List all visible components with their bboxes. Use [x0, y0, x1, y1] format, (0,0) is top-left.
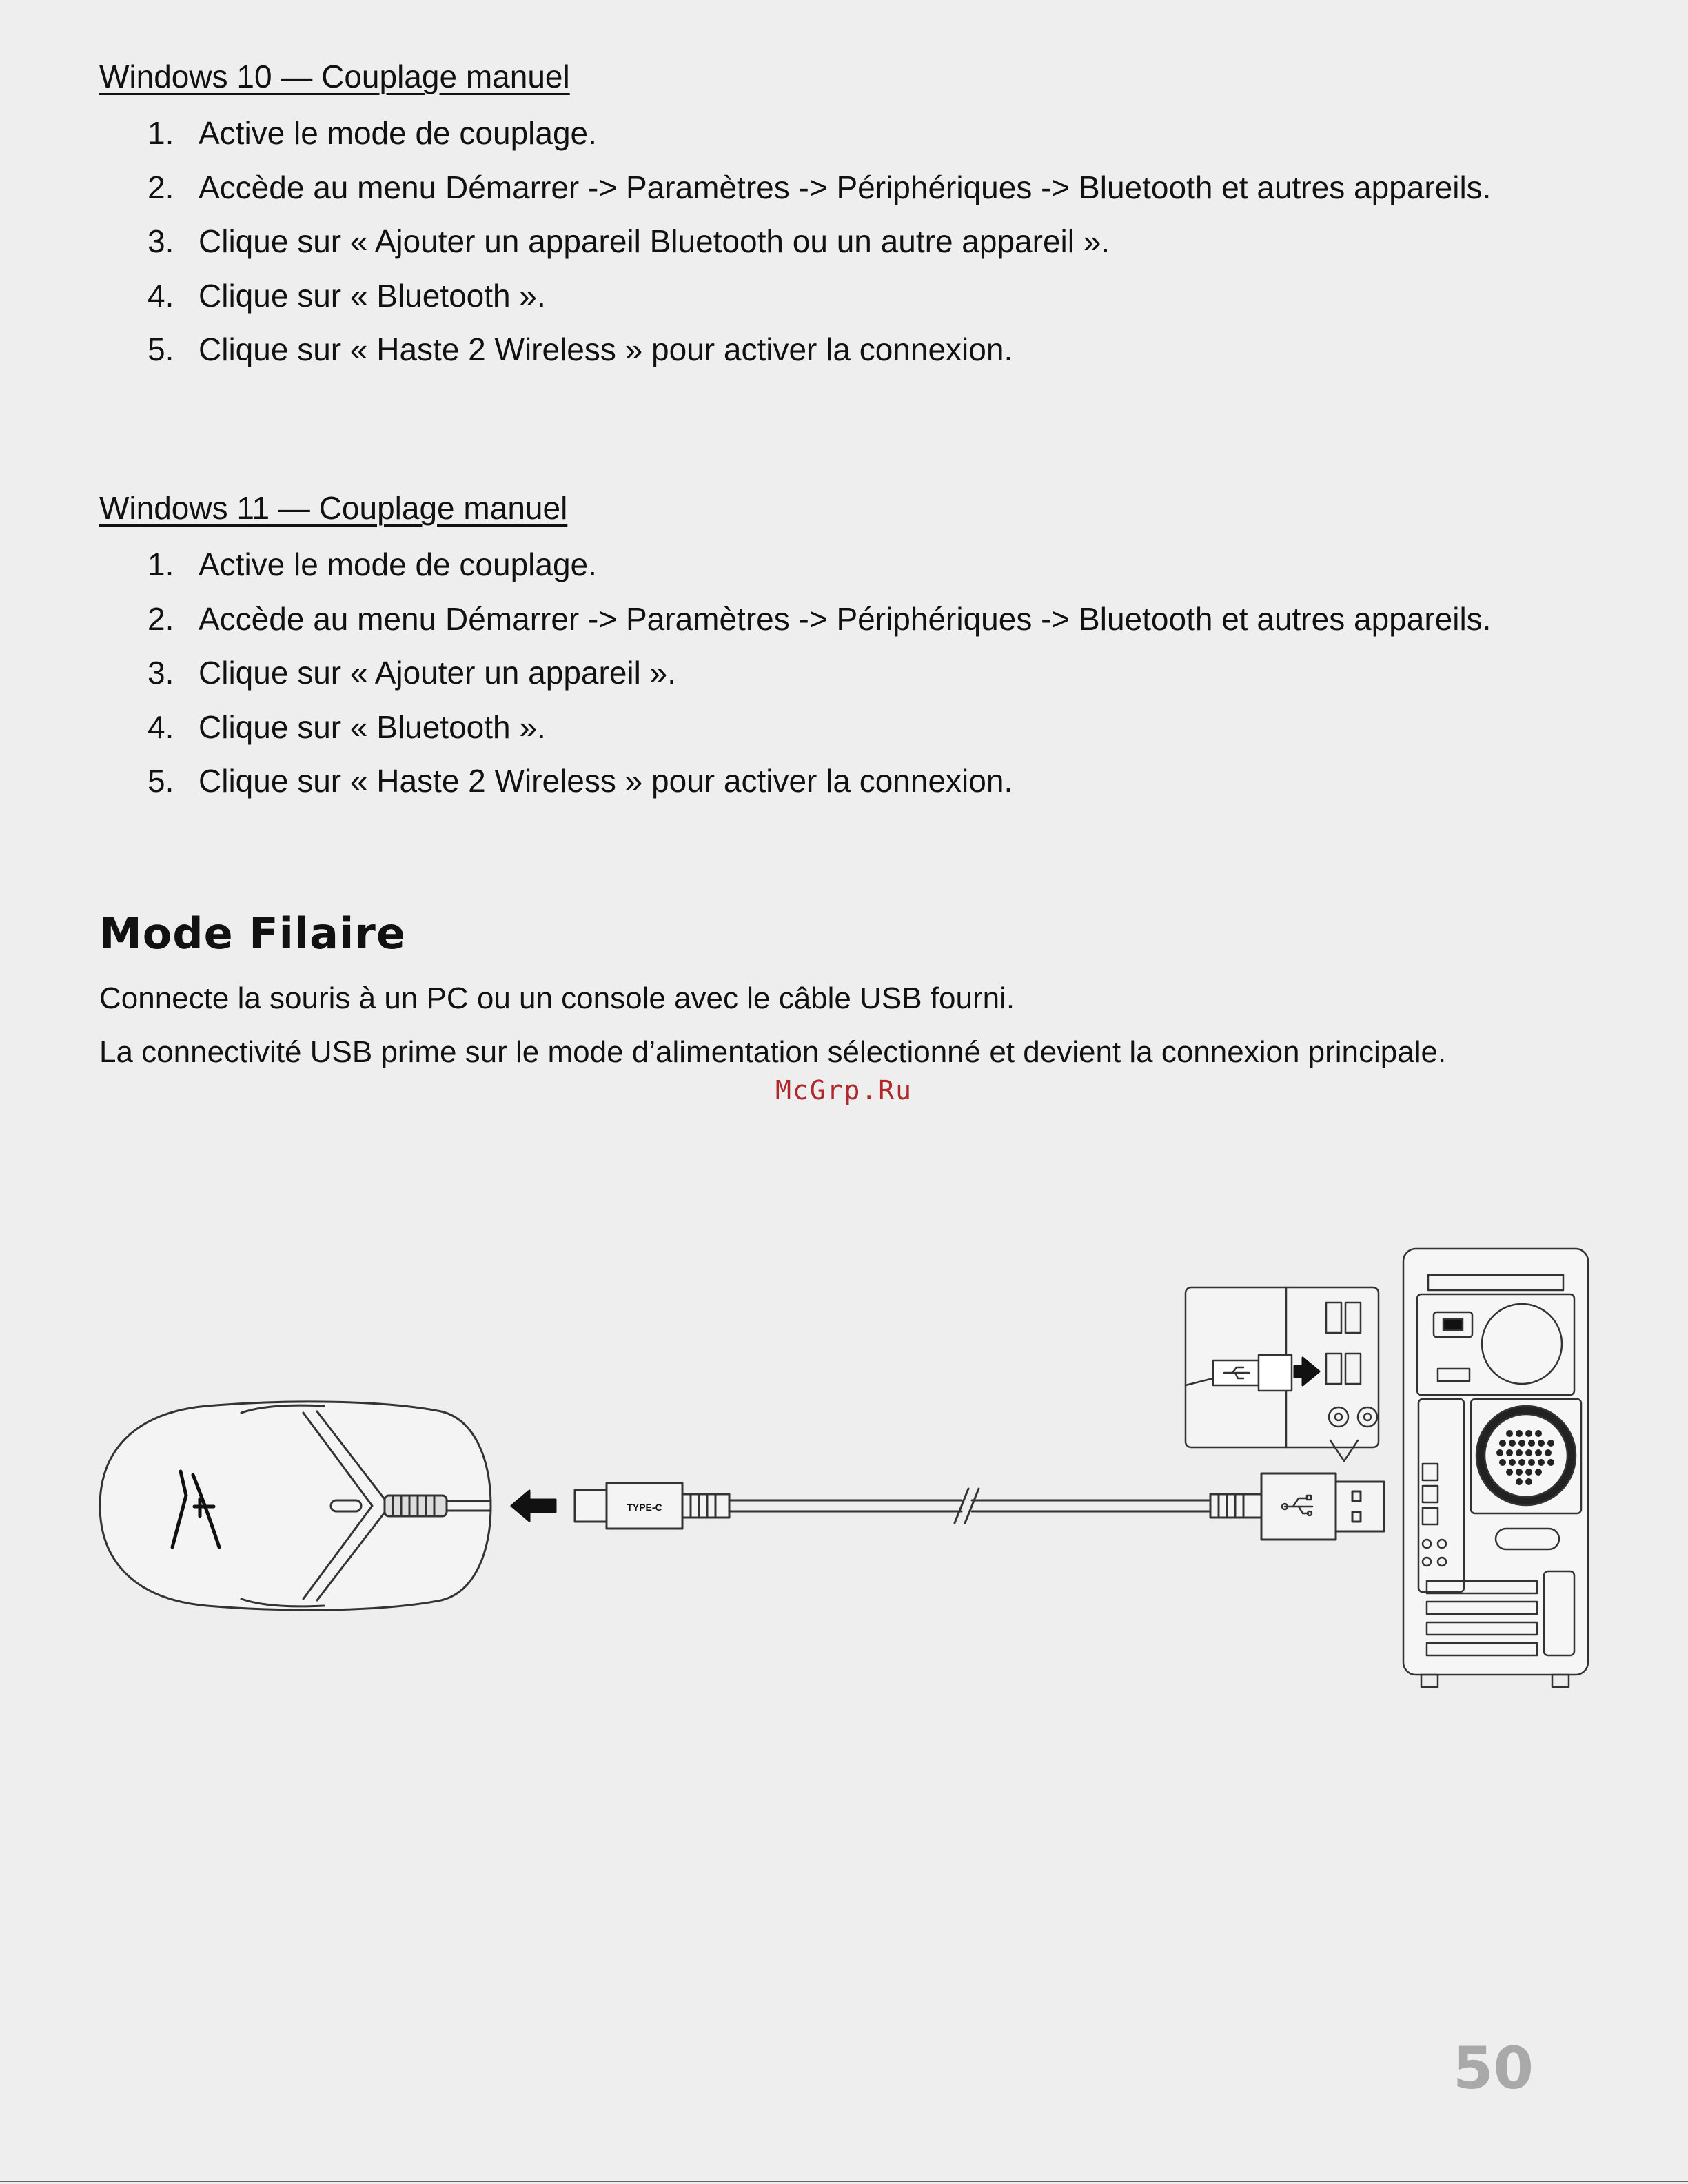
- win10-heading: Windows 10 — Couplage manuel: [99, 59, 570, 94]
- connector-label: TYPE-C: [627, 1502, 662, 1513]
- wired-para-1: Connecte la souris à un PC ou un console avec le câble USB fourni.: [99, 981, 1015, 1015]
- step-text: Active le mode de couplage.: [199, 547, 597, 582]
- step-number: 4.: [148, 277, 174, 314]
- step-number: 1.: [148, 547, 174, 582]
- step-text: Accède au menu Démarrer -> Paramètres -> Périphériques -> Bluetooth et autres appareils.: [199, 600, 1492, 637]
- step-number: 2.: [148, 169, 174, 205]
- step-number: 3.: [148, 223, 174, 259]
- usb-c-cable-icon: [575, 1483, 729, 1529]
- wired-para-2: La connectivité USB prime sur le mode d’alimentation sélectionné et devient la connexion principale.: [99, 1035, 1447, 1069]
- watermark: McGrp.Ru: [775, 1075, 913, 1105]
- pc-tower-icon: [1403, 1249, 1588, 1687]
- arrow-left-icon: [511, 1491, 556, 1521]
- step-number: 5.: [148, 331, 174, 367]
- step-text: Accède au menu Démarrer -> Paramètres -> Périphériques -> Bluetooth et autres appareils.: [199, 169, 1492, 205]
- step-text: Clique sur « Haste 2 Wireless » pour activer la connexion.: [199, 331, 1013, 367]
- page-number: 50: [1453, 2034, 1534, 2102]
- step-number: 2.: [148, 600, 174, 637]
- mouse-icon: [100, 1402, 491, 1610]
- step-number: 4.: [148, 708, 174, 745]
- step-text: Clique sur « Bluetooth ».: [199, 277, 546, 314]
- port-detail-inset: [1186, 1287, 1379, 1461]
- win11-heading: Windows 11 — Couplage manuel: [99, 490, 568, 526]
- cable: [729, 1489, 1210, 1523]
- step-text: Clique sur « Haste 2 Wireless » pour activer la connexion.: [199, 763, 1013, 799]
- step-text: Clique sur « Ajouter un appareil Bluetooth ou un autre appareil ».: [199, 223, 1110, 259]
- step-text: Clique sur « Bluetooth ».: [199, 708, 546, 745]
- step-text: Clique sur « Ajouter un appareil ».: [199, 655, 676, 691]
- step-number: 3.: [148, 655, 174, 691]
- step-number: 1.: [148, 115, 174, 151]
- wired-mode-title: Mode Filaire: [99, 908, 406, 959]
- step-text: Active le mode de couplage.: [199, 115, 597, 151]
- bottom-rule: [0, 2181, 1688, 2182]
- step-number: 5.: [148, 763, 174, 799]
